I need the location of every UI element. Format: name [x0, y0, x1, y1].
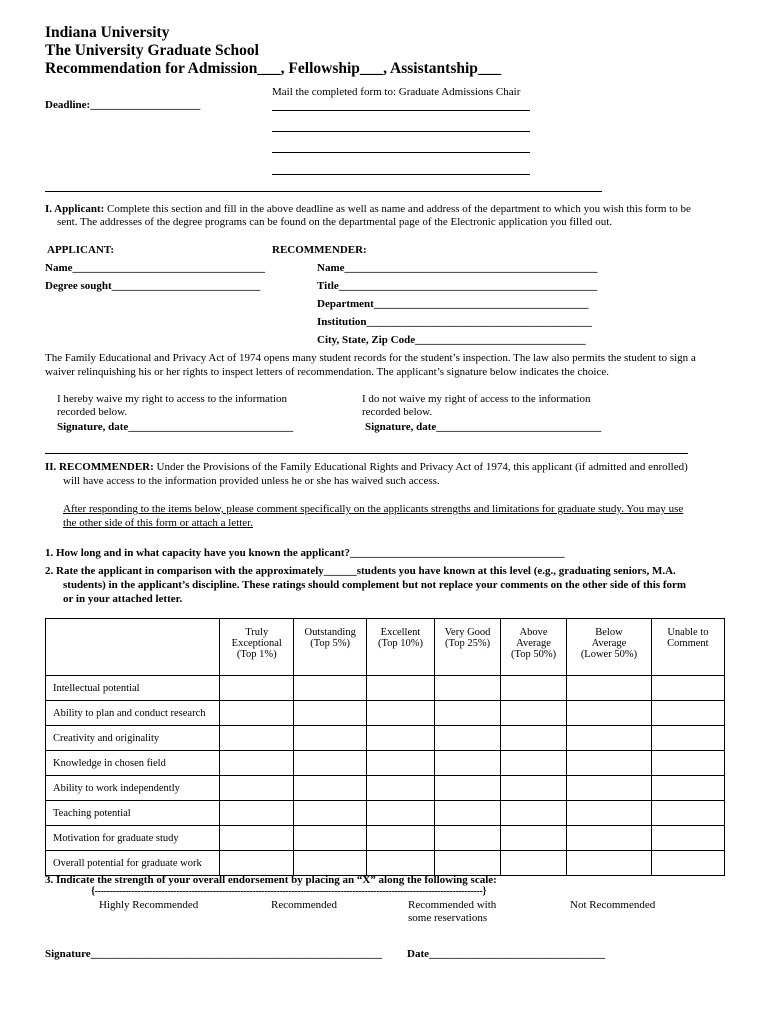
- deadline-field[interactable]: Deadline:____________________: [45, 99, 201, 111]
- signature-label: Signature: [45, 948, 91, 960]
- rating-row: [46, 676, 725, 701]
- waive-text-line2: recorded below.: [57, 406, 128, 418]
- recommender-city-field[interactable]: City, State, Zip Code_______________________________: [317, 334, 586, 346]
- divider: [45, 453, 688, 454]
- rating-row-label: Intellectual potential: [46, 676, 220, 701]
- rating-cell[interactable]: [651, 726, 724, 751]
- comment-instruction-line2: the other side of this form or attach a letter.: [63, 517, 253, 529]
- rating-cell[interactable]: [435, 751, 501, 776]
- rating-cell[interactable]: [366, 751, 434, 776]
- rating-cell[interactable]: [567, 776, 652, 801]
- address-line-1[interactable]: [272, 110, 530, 111]
- rating-cell[interactable]: [651, 801, 724, 826]
- column-header: Excellent (Top 10%): [366, 619, 434, 676]
- recommender-institution-field[interactable]: Institution_________________________________________: [317, 316, 593, 328]
- rating-cell[interactable]: [294, 751, 366, 776]
- rating-cell[interactable]: [435, 726, 501, 751]
- section1-text-line2: sent. The addresses of the degree programs can be found on the departmental page of the Electronic application you filled out.: [57, 216, 613, 228]
- section1-text: [45, 203, 691, 215]
- rating-row: [46, 851, 725, 876]
- applicant-heading: APPLICANT:: [47, 244, 115, 256]
- rating-cell[interactable]: [500, 801, 566, 826]
- recommender-name-field[interactable]: Name______________________________________________: [317, 262, 598, 274]
- column-header: Outstanding (Top 5%): [294, 619, 366, 676]
- ratings-header-row: [46, 619, 725, 676]
- endorsement-scale[interactable]: {--------------------------------------------------------------------------------------------------------------------------------}: [91, 886, 487, 897]
- rating-cell[interactable]: [567, 801, 652, 826]
- rating-cell[interactable]: [435, 701, 501, 726]
- rating-cell[interactable]: [366, 726, 434, 751]
- recommender-department-field[interactable]: Department_______________________________________: [317, 298, 589, 310]
- rating-row-label: Creativity and originality: [46, 726, 220, 751]
- school-name: The University Graduate School: [45, 42, 259, 59]
- rating-cell[interactable]: [294, 801, 366, 826]
- column-header: Below Average (Lower 50%): [567, 619, 652, 676]
- column-header: Unable to Comment: [651, 619, 724, 676]
- rating-row: [46, 701, 725, 726]
- no-waive-text-line1: I do not waive my right of access to the information: [362, 393, 591, 405]
- rating-cell[interactable]: [500, 701, 566, 726]
- rating-cell[interactable]: [366, 676, 434, 701]
- no-waive-signature-field[interactable]: Signature, date______________________________: [365, 421, 602, 433]
- rating-cell[interactable]: [294, 676, 366, 701]
- scale-highly-recommended: Highly Recommended: [99, 899, 199, 911]
- rating-row-label: Teaching potential: [46, 801, 220, 826]
- rating-cell[interactable]: [220, 701, 294, 726]
- rating-cell[interactable]: [294, 726, 366, 751]
- rating-cell[interactable]: [567, 701, 652, 726]
- rating-cell[interactable]: [500, 726, 566, 751]
- rating-cell[interactable]: [500, 751, 566, 776]
- rating-cell[interactable]: [435, 676, 501, 701]
- question2-line3: or in your attached letter.: [63, 593, 183, 605]
- rating-cell[interactable]: [567, 726, 652, 751]
- address-line-2[interactable]: [272, 131, 530, 132]
- rating-row-label: Motivation for graduate study: [46, 826, 220, 851]
- section2-heading: II. RECOMMENDER:: [45, 461, 154, 473]
- divider: [45, 191, 602, 192]
- rating-cell[interactable]: [651, 776, 724, 801]
- recommender-title-field[interactable]: Title_______________________________________________: [317, 280, 598, 292]
- address-line-3[interactable]: [272, 152, 530, 153]
- rating-row: [46, 726, 725, 751]
- degree-sought-field[interactable]: Degree sought___________________________: [45, 280, 261, 292]
- signature-field[interactable]: [45, 948, 382, 960]
- signature-line[interactable]: _____________________________________________________: [90, 948, 383, 960]
- rating-row-label: Overall potential for graduate work: [46, 851, 220, 876]
- question2-line1[interactable]: 2. Rate the applicant in comparison with the approximately______students you have known at this level (e.g., graduating seniors, M.A.: [45, 565, 676, 577]
- rating-cell[interactable]: [294, 826, 366, 851]
- date-line[interactable]: ________________________________: [429, 948, 605, 960]
- section1-heading: I. Applicant:: [45, 203, 105, 215]
- rating-cell[interactable]: [651, 701, 724, 726]
- university-name: Indiana University: [45, 24, 170, 41]
- rating-cell[interactable]: [651, 851, 724, 876]
- rating-cell[interactable]: [366, 701, 434, 726]
- rating-cell[interactable]: [220, 801, 294, 826]
- section2-text-line1: Under the Provisions of the Family Educational Rights and Privacy Act of 1974, this applicant (if admitted and enrolled): [153, 461, 688, 473]
- rating-cell[interactable]: [294, 701, 366, 726]
- ferpa-text-line2: waiver relinquishing his or her rights to inspect letters of recommendation. The applicant’s signature below indicates the choice.: [45, 366, 609, 378]
- rating-row-label: Ability to plan and conduct research: [46, 701, 220, 726]
- rating-cell[interactable]: [220, 751, 294, 776]
- rating-cell[interactable]: [500, 776, 566, 801]
- date-label: Date: [407, 948, 429, 960]
- rating-cell[interactable]: [366, 801, 434, 826]
- no-waive-text-line2: recorded below.: [362, 406, 433, 418]
- rating-row: [46, 776, 725, 801]
- rating-row: [46, 751, 725, 776]
- rating-cell[interactable]: [500, 826, 566, 851]
- rating-cell[interactable]: [567, 751, 652, 776]
- address-line-4[interactable]: [272, 174, 530, 175]
- column-header: Very Good (Top 25%): [435, 619, 501, 676]
- rating-cell[interactable]: [435, 851, 501, 876]
- question2-line2: students) in the applicant’s discipline. These ratings should complement but not replace your comments on the other side of this form: [63, 579, 687, 591]
- rating-cell[interactable]: [567, 676, 652, 701]
- rating-cell[interactable]: [220, 776, 294, 801]
- rating-cell[interactable]: [435, 776, 501, 801]
- rating-cell[interactable]: [220, 726, 294, 751]
- rating-cell[interactable]: [567, 826, 652, 851]
- column-header: Above Average (Top 50%): [500, 619, 566, 676]
- rating-cell[interactable]: [294, 776, 366, 801]
- waive-text-line1: I hereby waive my right to access to the information: [57, 393, 288, 405]
- rating-row: [46, 801, 725, 826]
- rating-cell[interactable]: [220, 676, 294, 701]
- rating-cell[interactable]: [366, 826, 434, 851]
- rating-cell[interactable]: [500, 676, 566, 701]
- section2-text: [45, 461, 688, 473]
- date-field[interactable]: [407, 948, 605, 960]
- scale-reservations-line1: Recommended with: [408, 899, 497, 911]
- rating-row: [46, 826, 725, 851]
- scale-reservations-line2: some reservations: [408, 912, 488, 924]
- rating-cell[interactable]: [220, 826, 294, 851]
- rating-cell[interactable]: [651, 751, 724, 776]
- rating-cell[interactable]: [366, 851, 434, 876]
- waive-signature-field[interactable]: Signature, date______________________________: [57, 421, 294, 433]
- rating-cell[interactable]: [567, 851, 652, 876]
- applicant-name-field[interactable]: Name___________________________________: [45, 262, 265, 274]
- rating-cell[interactable]: [500, 851, 566, 876]
- ratings-table: [45, 618, 725, 876]
- scale-recommended: Recommended: [271, 899, 337, 911]
- column-header: Truly Exceptional (Top 1%): [220, 619, 294, 676]
- rating-cell[interactable]: [294, 851, 366, 876]
- section1-text-line1: Complete this section and fill in the above deadline as well as name and address of the department to which you wish this form to be: [104, 203, 691, 215]
- rating-cell[interactable]: [651, 676, 724, 701]
- rating-row-label: Ability to work independently: [46, 776, 220, 801]
- rating-cell[interactable]: [220, 851, 294, 876]
- ratings-corner-cell: [46, 619, 220, 676]
- question1-field[interactable]: 1. How long and in what capacity have you known the applicant?_______________________________________: [45, 547, 565, 559]
- mail-instruction: Mail the completed form to: Graduate Admissions Chair: [272, 86, 521, 98]
- question3-text: 3. Indicate the strength of your overall endorsement by placing an “X” along the following scale:: [45, 874, 497, 886]
- recommender-heading: RECOMMENDER:: [272, 244, 367, 256]
- section2-text-line2: will have access to the information provided unless he or she has waived such access.: [63, 475, 440, 487]
- rating-cell[interactable]: [651, 826, 724, 851]
- rating-cell[interactable]: [435, 801, 501, 826]
- rating-cell[interactable]: [366, 776, 434, 801]
- comment-instruction-line1: After responding to the items below, please comment specifically on the applicants strengths and limitations for graduate study. You may use: [63, 503, 684, 515]
- rating-row-label: Knowledge in chosen field: [46, 751, 220, 776]
- ferpa-text-line1: The Family Educational and Privacy Act of 1974 opens many student records for the student’s inspection. The law also permits the student to sign a: [45, 352, 696, 364]
- scale-not-recommended: Not Recommended: [570, 899, 656, 911]
- form-title: Recommendation for Admission___, Fellowship___, Assistantship___: [45, 60, 502, 77]
- rating-cell[interactable]: [435, 826, 501, 851]
